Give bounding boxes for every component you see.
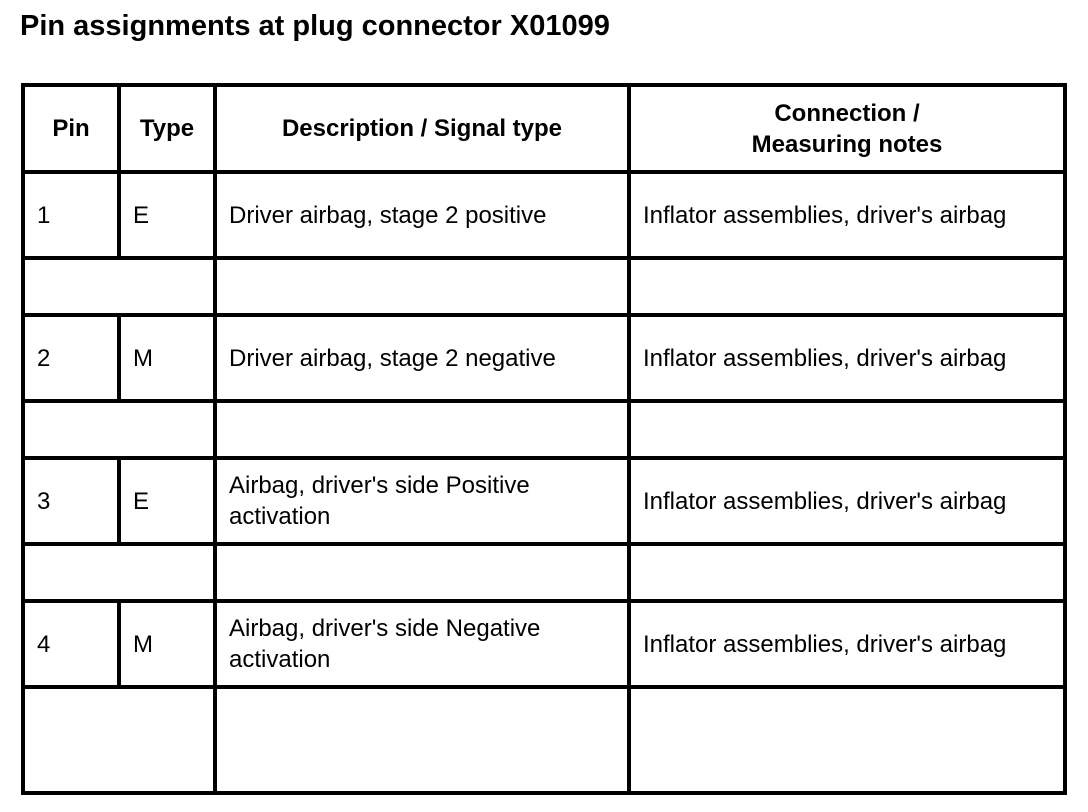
connection-cell: Inflator assemblies, driver's airbag (629, 601, 1065, 687)
pin-cell: 4 (23, 601, 119, 687)
spacer-row (23, 258, 1065, 315)
type-cell: E (119, 172, 215, 258)
empty-cell (629, 687, 1065, 793)
empty-cell (23, 544, 215, 601)
empty-cell (215, 687, 629, 793)
table-header-row (23, 85, 1065, 172)
description-cell: Airbag, driver's side Positive activation (215, 458, 629, 544)
pin-cell: 1 (23, 172, 119, 258)
header-description: Description / Signal type (215, 85, 629, 172)
pin-cell: 2 (23, 315, 119, 401)
empty-cell (215, 401, 629, 458)
table-row (23, 601, 1065, 687)
table-row (23, 315, 1065, 401)
empty-cell (215, 544, 629, 601)
spacer-row (23, 544, 1065, 601)
table-row (23, 172, 1065, 258)
description-cell: Driver airbag, stage 2 positive (215, 172, 629, 258)
empty-cell (215, 258, 629, 315)
empty-cell (23, 401, 215, 458)
empty-cell (629, 401, 1065, 458)
header-connection-line1: Connection / (774, 99, 920, 127)
header-type: Type (119, 85, 215, 172)
empty-cell (23, 687, 215, 793)
type-cell: M (119, 601, 215, 687)
table-row (23, 458, 1065, 544)
header-pin: Pin (23, 85, 119, 172)
spacer-row (23, 401, 1065, 458)
connection-cell: Inflator assemblies, driver's airbag (629, 315, 1065, 401)
empty-cell (629, 544, 1065, 601)
spacer-row (23, 687, 1065, 793)
connection-cell: Inflator assemblies, driver's airbag (629, 172, 1065, 258)
header-connection-line2: Measuring notes (751, 130, 943, 158)
header-connection (629, 85, 1065, 172)
type-cell: E (119, 458, 215, 544)
page-title: Pin assignments at plug connector X01099 (20, 10, 610, 42)
connection-cell: Inflator assemblies, driver's airbag (629, 458, 1065, 544)
empty-cell (629, 258, 1065, 315)
pin-assignment-table (21, 83, 1067, 795)
type-cell: M (119, 315, 215, 401)
description-cell: Driver airbag, stage 2 negative (215, 315, 629, 401)
empty-cell (23, 258, 215, 315)
description-cell: Airbag, driver's side Negative activation (215, 601, 629, 687)
pin-cell: 3 (23, 458, 119, 544)
